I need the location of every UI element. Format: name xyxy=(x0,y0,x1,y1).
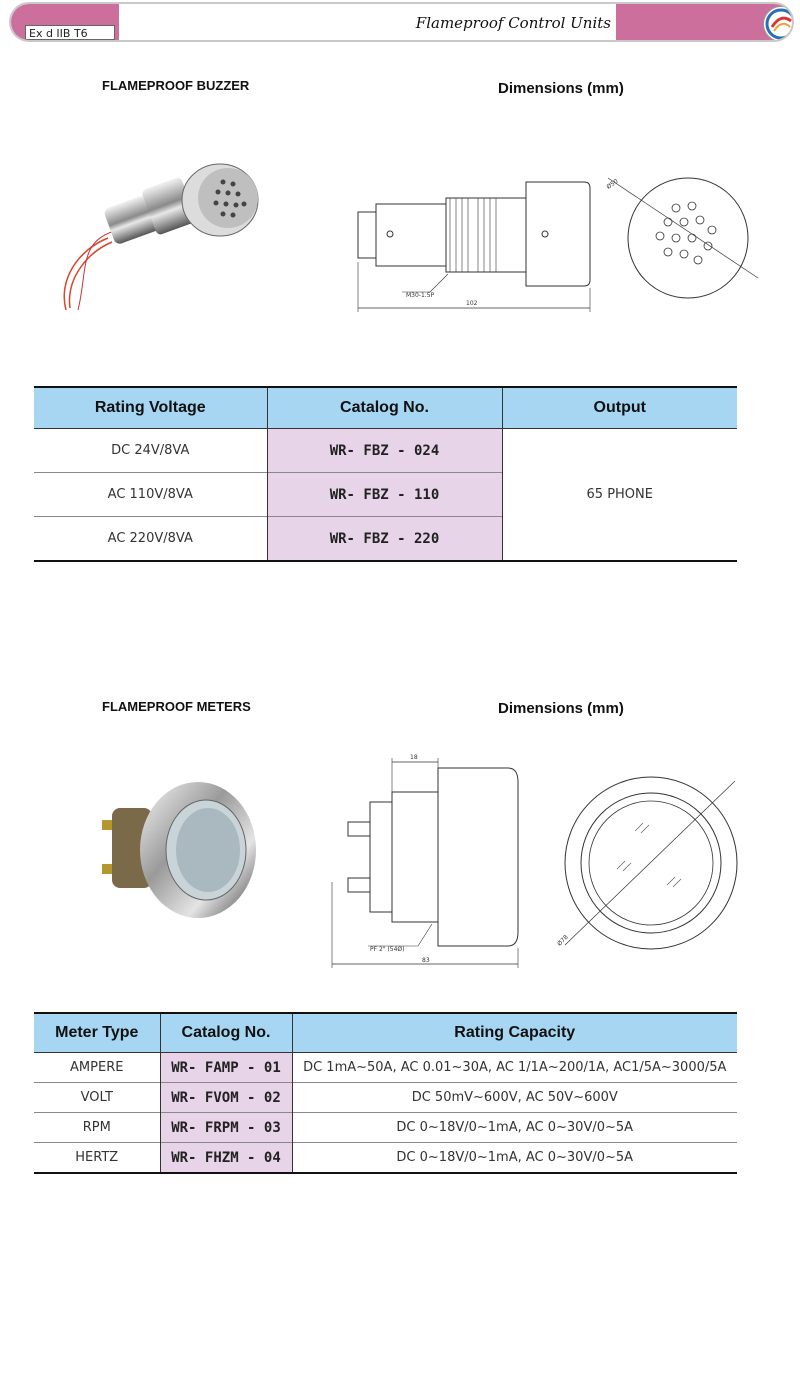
header-catalog-no: Catalog No. xyxy=(160,1013,292,1053)
header-bar xyxy=(9,2,794,42)
rating-capacity-cell: DC 50mV~600V, AC 50V~600V xyxy=(292,1083,737,1113)
table-row xyxy=(34,1053,737,1083)
buzzer-length-label: 102 xyxy=(466,300,478,307)
table-row xyxy=(34,1113,737,1143)
meter-type-cell: AMPERE xyxy=(34,1053,160,1083)
table-header-row xyxy=(34,387,737,429)
meters-section-title: FLAMEPROOF METERS xyxy=(102,699,251,714)
meter-diameter-label: Ø78 xyxy=(556,933,570,948)
rating-capacity-cell: DC 1mA~50A, AC 0.01~30A, AC 1/1A~200/1A, AC1/5A~3000/5A xyxy=(292,1053,737,1083)
rating-voltage-cell: AC 220V/8VA xyxy=(34,517,267,562)
buzzer-dimensions-title: Dimensions (mm) xyxy=(498,80,624,97)
meters-spec-table xyxy=(34,1012,737,1174)
buzzer-front-drawing xyxy=(600,170,770,310)
meter-type-cell: HERTZ xyxy=(34,1143,160,1174)
meter-type-cell: VOLT xyxy=(34,1083,160,1113)
rating-voltage-cell: DC 24V/8VA xyxy=(34,429,267,473)
catalog-no-cell: WR- FBZ - 220 xyxy=(267,517,502,562)
company-logo-icon xyxy=(763,6,794,42)
meter-type-cell: RPM xyxy=(34,1113,160,1143)
page-title: Flameproof Control Units xyxy=(415,14,611,32)
catalog-no-cell: WR- FRPM - 03 xyxy=(160,1113,292,1143)
header-rating-capacity: Rating Capacity xyxy=(292,1013,737,1053)
catalog-no-cell: WR- FVOM - 02 xyxy=(160,1083,292,1113)
rating-voltage-cell: AC 110V/8VA xyxy=(34,473,267,517)
meter-length-label: 83 xyxy=(422,957,430,964)
table-row xyxy=(34,429,737,473)
header-meter-type: Meter Type xyxy=(34,1013,160,1053)
buzzer-photo xyxy=(48,160,268,320)
header-rating-voltage: Rating Voltage xyxy=(34,387,267,429)
buzzer-section-title: FLAMEPROOF BUZZER xyxy=(102,78,250,93)
meter-side-drawing xyxy=(322,752,532,972)
buzzer-side-drawing xyxy=(350,170,600,320)
meter-depth-label: 18 xyxy=(410,754,418,761)
catalog-no-cell: WR- FHZM - 04 xyxy=(160,1143,292,1174)
meters-dimensions-title: Dimensions (mm) xyxy=(498,700,624,717)
ex-rating-badge: Ex d IIB T6 xyxy=(25,25,115,40)
header-output: Output xyxy=(502,387,737,429)
buzzer-diameter-label: Ø50 xyxy=(605,177,620,191)
table-row xyxy=(34,1083,737,1113)
meter-thread-label: PF 2" (54Ø) xyxy=(370,946,405,953)
rating-capacity-cell: DC 0~18V/0~1mA, AC 0~30V/0~5A xyxy=(292,1113,737,1143)
meter-front-drawing xyxy=(555,775,750,955)
buzzer-thread-label: M30-1.5P xyxy=(406,292,435,299)
catalog-no-cell: WR- FBZ - 110 xyxy=(267,473,502,517)
meter-photo xyxy=(98,778,263,923)
header-catalog-no: Catalog No. xyxy=(267,387,502,429)
catalog-no-cell: WR- FAMP - 01 xyxy=(160,1053,292,1083)
output-cell: 65 PHONE xyxy=(502,429,737,562)
table-header-row xyxy=(34,1013,737,1053)
rating-capacity-cell: DC 0~18V/0~1mA, AC 0~30V/0~5A xyxy=(292,1143,737,1174)
catalog-no-cell: WR- FBZ - 024 xyxy=(267,429,502,473)
buzzer-spec-table xyxy=(34,386,737,562)
table-row xyxy=(34,1143,737,1174)
